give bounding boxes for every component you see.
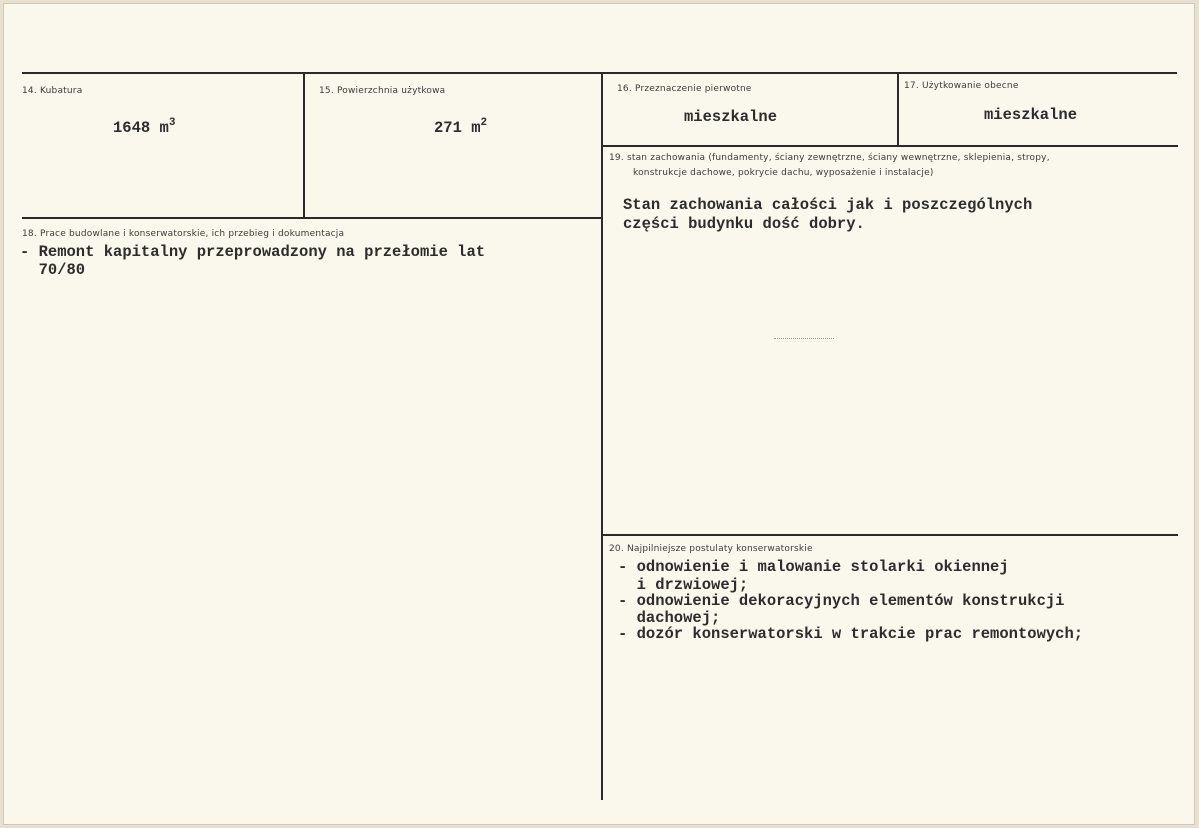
rule-under-14-15 (22, 217, 602, 219)
field-14-label: 14. Kubatura (22, 86, 83, 96)
rule-above-20 (603, 534, 1178, 536)
field-18-line-1: - Remont kapitalny przeprowadzony na przełomie lat (20, 243, 486, 261)
field-15-value-exponent: 2 (480, 117, 488, 129)
field-14-value-exponent: 3 (168, 117, 176, 129)
field-19-line-2: części budynku dość dobry. (623, 215, 865, 233)
field-20-line-5: - dozór konserwatorski w trakcie prac remontowych; (618, 625, 1084, 643)
divider-15-16 (601, 74, 603, 800)
field-16-label: 16. Przeznaczenie pierwotne (617, 84, 752, 94)
field-19-label-line-1: 19. stan zachowania (fundamenty, ściany zewnętrzne, ściany wewnętrzne, sklepienia, stropy, (609, 153, 1050, 163)
field-19-line-1: Stan zachowania całości jak i poszczególnych (623, 196, 1033, 214)
field-20-line-1: - odnowienie i malowanie stolarki okiennej (618, 558, 1009, 576)
field-14-value-text: 1648 m (113, 119, 169, 137)
field-17-label: 17. Użytkowanie obecne (904, 81, 1019, 91)
field-18-label: 18. Prace budowlane i konserwatorskie, ich przebieg i dokumentacja (22, 229, 345, 239)
field-15-value-text: 271 m (434, 119, 481, 137)
divider-16-17 (897, 74, 899, 147)
field-15-label: 15. Powierzchnia użytkowa (319, 86, 446, 96)
field-20-line-4: dachowej; (618, 609, 721, 627)
faint-dots (774, 338, 834, 339)
field-17-value: mieszkalne (984, 106, 1078, 124)
field-20-label: 20. Najpilniejsze postulaty konserwatorskie (609, 544, 813, 554)
record-card (3, 3, 1195, 825)
field-14-value (113, 117, 176, 137)
field-20-line-2: i drzwiowej; (618, 576, 749, 594)
field-19-label-line-2: konstrukcje dachowe, pokrycie dachu, wyposażenie i instalacje) (633, 168, 934, 178)
field-18-line-2: 70/80 (20, 261, 86, 279)
rule-under-16-17 (603, 145, 1178, 147)
field-15-value (434, 117, 488, 137)
field-16-value: mieszkalne (684, 108, 778, 126)
divider-14-15 (303, 74, 305, 219)
top-rule (22, 72, 1177, 74)
field-20-line-3: - odnowienie dekoracyjnych elementów konstrukcji (618, 592, 1065, 610)
